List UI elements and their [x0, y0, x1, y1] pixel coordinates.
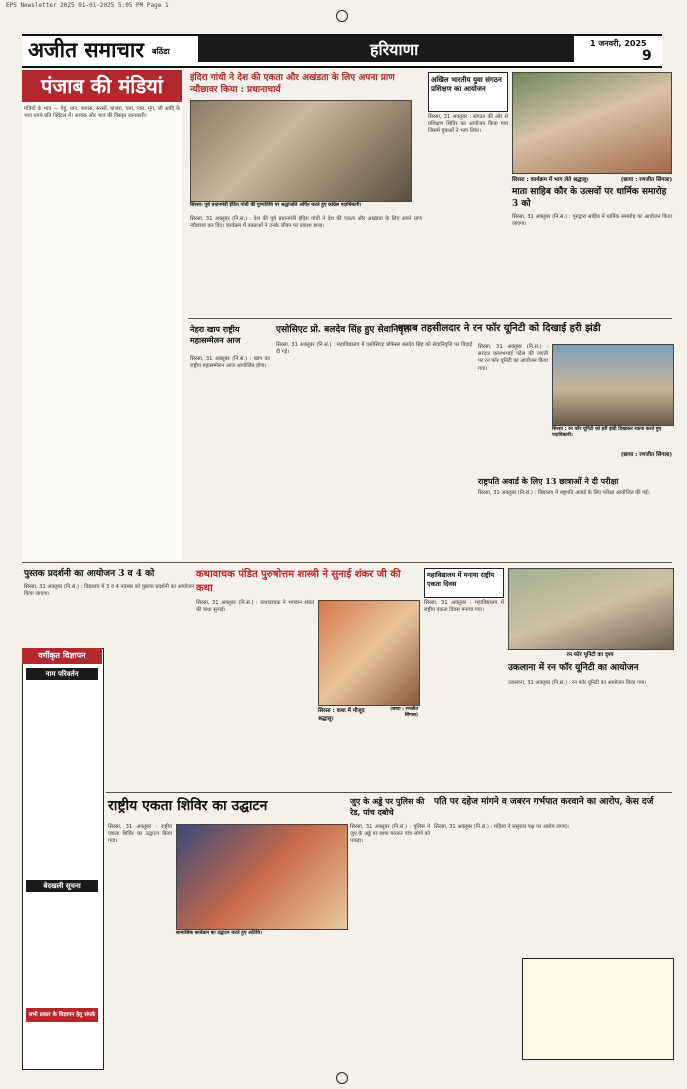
devotion-caption: सिरसा : कार्यक्रम में भाग लेते श्रद्धालु। [512, 177, 589, 183]
mahasammelan-headline: नेहरा खाप राष्ट्रीय महासम्मेलन आज [190, 324, 241, 345]
lead-body: सिरसा, 31 अक्तूबर (नि.सं.) : देश की पूर्व प्रधानमंत्री इंदिरा गांधी ने देश की एकता और अखंडता के लिए अपने प्राण न्यौछावर कर दिए। कार्यक्रम में वक्ताओं ने उनके जीवन पर प्रकाश डाला। [190, 216, 422, 230]
shivir-caption: सामाजिक कार्यक्रम का उद्घाटन करते हुए अतिथि। [176, 931, 262, 936]
lead-caption: सिरसा। पूर्व प्रधानमंत्री इंदिरा गांधी की पुण्यतिथि पर श्रद्धांजलि अर्पित करते हुए कांग्रेस पदाधिकारी। [190, 203, 362, 208]
shivir-photo [176, 824, 348, 930]
divider [188, 318, 672, 319]
unityday-photo [508, 568, 674, 650]
lead-headline: इंदिरा गांधी ने देश की एकता और अखंडता के लिए अपना प्राण न्यौछावर किया : प्रधानाचार्य [190, 73, 395, 95]
ukalana-body: उकलाना, 31 अक्तूबर (नि.सं.) : रन फॉर यूनिटी का आयोजन किया गया। [508, 680, 647, 686]
devotion-headline: माता साहिब कौर के उत्सवों पर धार्मिक समारोह 3 को [512, 187, 667, 209]
ukalana-headline: उकलाना में रन फॉर यूनिटी का आयोजन [508, 663, 639, 673]
bookfair-body: सिरसा, 31 अक्तूबर (नि.सं.) : विद्यालय में 3 व 4 नवम्बर को पुस्तक प्रदर्शनी का आयोजन किया जाएगा। [24, 584, 194, 598]
shivir-headline: राष्ट्रीय एकता शिविर का उद्घाटन [108, 798, 268, 814]
unityday-headline-box [424, 568, 504, 598]
dowry-body: सिरसा, 31 अक्तूबर (नि.सं.) : महिला ने ससुराल पक्ष पर आरोप लगाए। [434, 824, 569, 830]
shivir-body: सिरसा, 31 अक्तूबर : राष्ट्रीय एकता शिविर का उद्घाटन किया गया। [108, 824, 172, 845]
classified-ad: सभी प्रकार के विज्ञापन हेतु संपर्क करें [26, 1008, 98, 1022]
devotion-body: सिरसा, 31 अक्तूबर (नि.सं.) : गुरुद्वारा साहिब में धार्मिक समारोह का आयोजन किया जाएगा। [512, 214, 672, 228]
classified-column [22, 648, 104, 1070]
katha-headline: कथावाचक पंडित पुरुषोत्तम शास्त्री ने सुनाई शंकर जी की कथा [196, 569, 401, 594]
section-title: हरियाणा [370, 40, 419, 59]
professor-headline: एसोसिएट प्रो. बलदेव सिंह हुए सेवानिवृत्त [276, 325, 410, 335]
katha-credit: (छाया : रणजीत सिंगला) [390, 707, 418, 718]
page-number: 9 [642, 48, 652, 64]
katha-caption: सिरसा : कथा में मौजूद श्रद्धालु। [318, 708, 365, 722]
runforunity-headline: नायब तहसीलदार ने रन फॉर यूनिटी को दिखाई हरी झंडी [398, 323, 601, 334]
bookfair-headline: पुस्तक प्रदर्शनी का आयोजन 3 व 4 को [24, 569, 155, 579]
mandi-body: मंडियों के भाव — गेहूं, धान, कपास, सरसों, बाजरा, चना, ग्वार, मूंग, जौ आदि के भाव रुपये प्रति क्विंटल में। आवक और भाव की विस्तृत जानकारी। [24, 106, 180, 120]
brand-edition: बठिंडा [152, 47, 170, 56]
devotion-credit: (छाया : रणजीत सिंगला) [620, 177, 672, 183]
runforunity-photo [552, 344, 674, 426]
mandi-title: पंजाब की मंडियां [22, 70, 182, 102]
issue-date: 1 जनवरी, 2025 [590, 39, 647, 48]
mahasammelan-body: सिरसा, 31 अक्तूबर (नि.सं.) : खाप का राष्ट्रीय महासम्मेलन आज आयोजित होगा। [190, 356, 270, 370]
print-header: EPS Newsletter 2025 01-01-2025 5:05 PM Page 1 [6, 2, 169, 9]
runforunity-caption: सिरसा : रन फॉर यूनिटी को हरी झंडी दिखाकर रवाना करते हुए पदाधिकारी। [552, 427, 662, 438]
divider [106, 792, 672, 793]
award-body: सिरसा, 31 अक्तूबर (नि.सं.) : विद्यालय में राष्ट्रपति अवार्ड के लिए परीक्षा आयोजित की गई। [478, 490, 650, 496]
katha-photo [318, 600, 420, 706]
devotion-photo [512, 72, 672, 174]
registration-mark-icon [336, 10, 348, 22]
workshop-headline-box [428, 72, 508, 112]
classified-title: वर्गीकृत विज्ञापन [22, 648, 102, 664]
dowry-headline: पति पर दहेज मांगने व जबरन गर्भपात करवाने का आरोप, केस दर्ज [434, 797, 654, 807]
advertisement [522, 958, 674, 1060]
award-headline: राष्ट्रपति अवार्ड के लिए 13 छात्राओं ने दी परीक्षा [478, 476, 619, 486]
robbery-headline: जुए के अड्डे पर पुलिस की रेड, पांच दबोचे [350, 796, 425, 817]
lead-photo [190, 100, 412, 202]
robbery-body: सिरसा, 31 अक्तूबर (नि.सं.) : पुलिस ने जुए के अड्डे पर छापा मारकर पांच लोगों को पकड़ा। [350, 824, 430, 845]
runforunity-credit: (छाया : रणजीत सिंगला) [620, 452, 672, 458]
workshop-body: सिरसा, 31 अक्तूबर : संगठन की ओर से प्रशिक्षण शिविर का आयोजन किया गया जिसमें युवाओं ने भाग लिया। [428, 114, 508, 135]
unityday-headline: महाविद्यालय में मनाया राष्ट्रीय एकता दिवस [427, 571, 495, 588]
workshop-headline: अखिल भारतीय युवा संगठन प्रशिक्षण का आयोजन [431, 75, 502, 93]
unityday-body: सिरसा, 31 अक्तूबर : महाविद्यालय में राष्ट्रीय एकता दिवस मनाया गया। [424, 600, 504, 614]
unityday-caption: रन फॉर यूनिटी का दृश्य [566, 652, 614, 658]
professor-body: सिरसा, 31 अक्तूबर (नि.सं.) : महाविद्यालय में एसोसिएट प्रोफेसर बलदेव सिंह को सेवानिवृत्ति पर विदाई दी गई। [276, 342, 472, 356]
classified-label: नाम परिवर्तन [26, 668, 98, 680]
brand-name: अजीत समाचार [28, 37, 144, 62]
classified-notice: बेदखली सूचना [26, 880, 98, 892]
katha-body: सिरसा, 31 अक्तूबर (नि.सं.) : कथावाचक ने भगवान शंकर की कथा सुनाई। [196, 600, 314, 614]
divider [22, 562, 672, 563]
registration-mark-icon [336, 1072, 348, 1084]
runforunity-body: सिरसा, 31 अक्तूबर (नि.सं.) : सरदार वल्लभभाई पटेल की जयंती पर रन फॉर यूनिटी का आयोजन किया गया। [478, 344, 549, 372]
